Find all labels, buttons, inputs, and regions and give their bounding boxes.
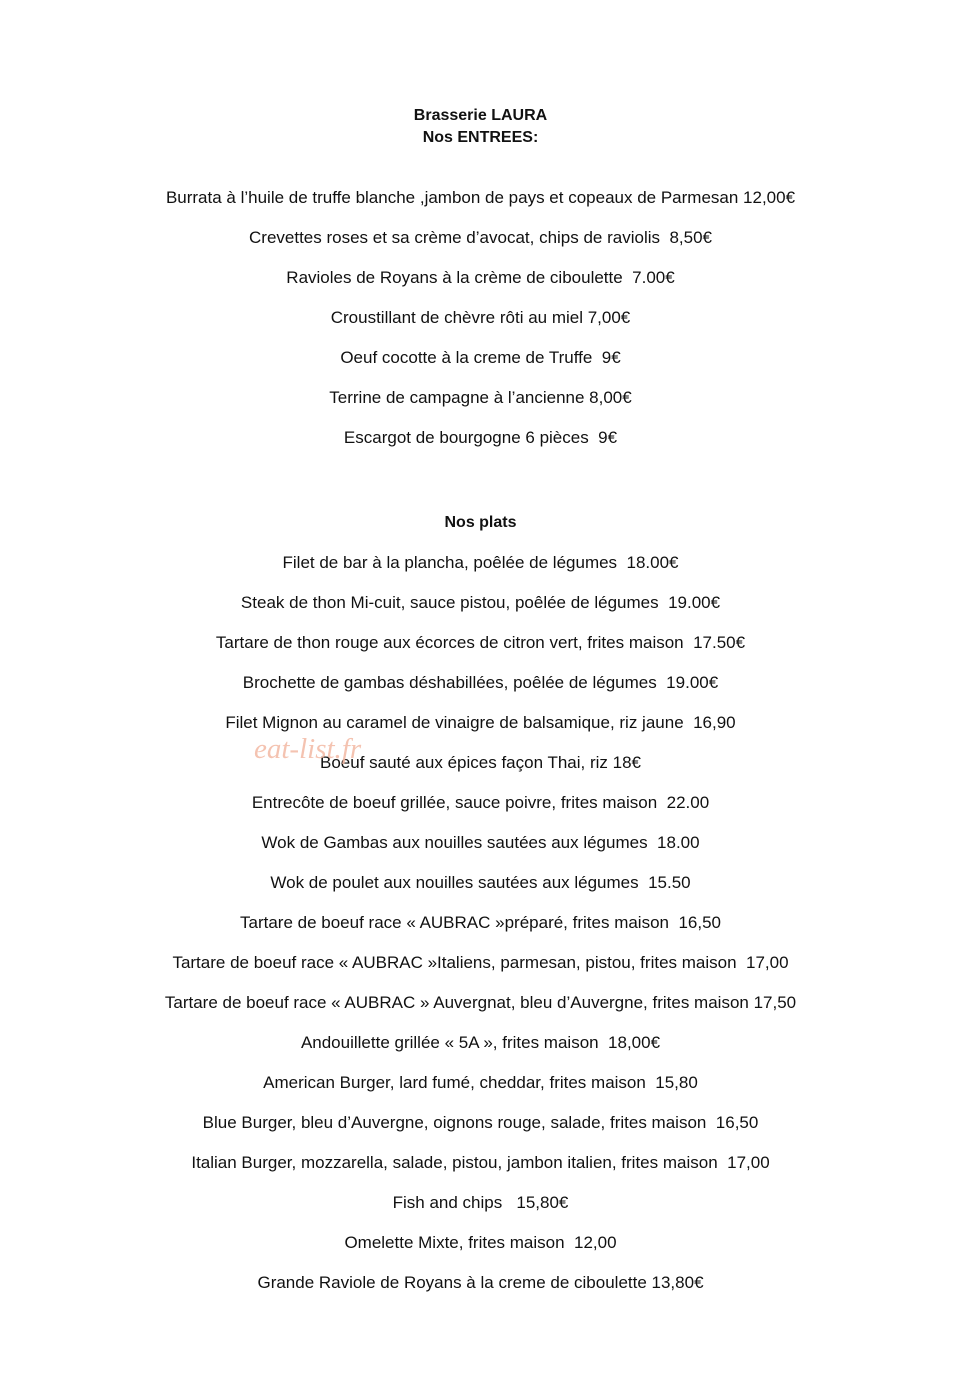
menu-item-plat: Tartare de boeuf race « AUBRAC »Italiens, parmesan, pistou, frites maison 17,00 <box>172 953 789 972</box>
menu-header <box>0 105 961 149</box>
menu-item-plat: Filet de bar à la plancha, poêlée de légumes 18.00€ <box>282 553 679 572</box>
menu-item-plat: Italian Burger, mozzarella, salade, pistou, jambon italien, frites maison 17,00 <box>191 1153 770 1172</box>
menu-item-entree: Escargot de bourgogne 6 pièces 9€ <box>343 428 618 447</box>
menu-item-entree: Burrata à l’huile de truffe blanche ,jambon de pays et copeaux de Parmesan 12,00€ <box>165 188 796 207</box>
menu-item-plat: Andouillette grillée « 5A », frites maison 18,00€ <box>300 1033 661 1052</box>
restaurant-name: Brasserie LAURA <box>413 107 548 124</box>
menu-item-plat: Filet Mignon au caramel de vinaigre de balsamique, riz jaune 16,90 <box>225 713 736 732</box>
menu-item-plat: Wok de poulet aux nouilles sautées aux légumes 15.50 <box>270 873 691 892</box>
menu-item-plat: Tartare de boeuf race « AUBRAC » Auvergnat, bleu d’Auvergne, frites maison 17,50 <box>164 993 797 1012</box>
menu-item-plat: Brochette de gambas déshabillées, poêlée de légumes 19.00€ <box>242 673 719 692</box>
menu-item-plat: Entrecôte de boeuf grillée, sauce poivre, frites maison 22.00 <box>251 793 710 812</box>
plats-list <box>0 552 961 1312</box>
menu-item-plat: Tartare de thon rouge aux écorces de citron vert, frites maison 17.50€ <box>215 633 746 652</box>
menu-item-plat: Tartare de boeuf race « AUBRAC »préparé, frites maison 16,50 <box>240 913 721 932</box>
menu-item-plat: Boeuf sauté aux épices façon Thai, riz 18€ <box>320 753 641 772</box>
menu-item-plat: Steak de thon Mi-cuit, sauce pistou, poêlée de légumes 19.00€ <box>240 593 721 612</box>
menu-item-plat: Omelette Mixte, frites maison 12,00 <box>344 1233 617 1252</box>
menu-item-entree: Oeuf cocotte à la creme de Truffe 9€ <box>340 348 621 367</box>
entrees-list <box>0 187 961 467</box>
menu-item-entree: Croustillant de chèvre rôti au miel 7,00€ <box>330 308 631 327</box>
menu-item-plat: Grande Raviole de Royans à la creme de ciboulette 13,80€ <box>257 1273 704 1292</box>
watermark-text: eat-list.fr <box>254 733 362 765</box>
menu-item-entree: Ravioles de Royans à la crème de ciboulette 7.00€ <box>286 268 675 287</box>
entrees-title: Nos ENTREES: <box>422 129 539 146</box>
menu-item-plat: American Burger, lard fumé, cheddar, frites maison 15,80 <box>263 1073 698 1092</box>
menu-item-plat: Fish and chips 15,80€ <box>392 1193 569 1212</box>
plats-title: Nos plats <box>444 514 517 531</box>
menu-item-plat: Wok de Gambas aux nouilles sautées aux légumes 18.00 <box>261 833 700 852</box>
menu-item-entree: Terrine de campagne à l’ancienne 8,00€ <box>329 388 632 407</box>
menu-item-entree: Crevettes roses et sa crème d’avocat, chips de raviolis 8,50€ <box>249 228 712 247</box>
menu-item-plat: Blue Burger, bleu d’Auvergne, oignons rouge, salade, frites maison 16,50 <box>202 1113 759 1132</box>
